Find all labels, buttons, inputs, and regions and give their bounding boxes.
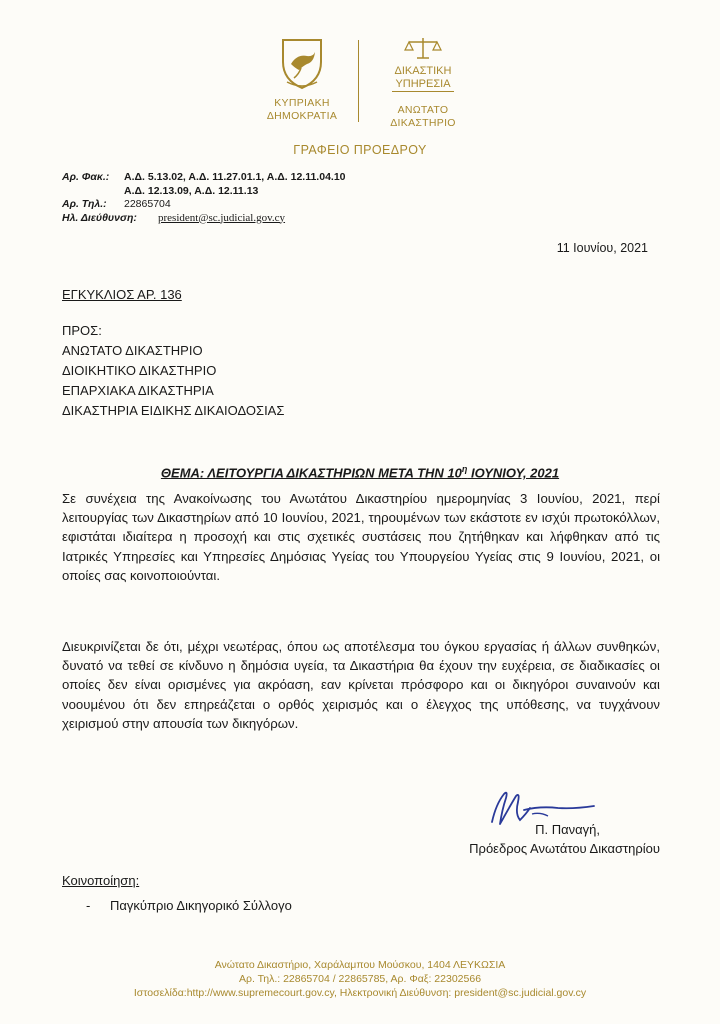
cc-dash: - xyxy=(86,898,91,913)
subject-sup: η xyxy=(461,464,468,474)
file-line2: Α.Δ. 12.13.09, Α.Δ. 12.11.13 xyxy=(124,184,259,197)
reference-block xyxy=(62,171,346,225)
recipients-heading: ΠΡΟΣ: xyxy=(62,323,102,338)
phone-value: 22865704 xyxy=(124,198,171,210)
body-paragraph-1: Σε συνέχεια της Ανακοίνωσης του Ανωτάτου Δικαστηρίου ημερομηνίας 3 Ιουνίου, 2021, περί λειτουργίας των Δικαστηρίων από 10 Ιουνίου, 2021, τηρουμένων των εκάστοτε εν ισχύι πρωτοκόλλων, εφιστάται ιδιαίτερα η προσοχή και στις σχετικές συστάσεις που ζητήθηκαν και λήφθηκαν από τις Ιατρικές Υπηρεσίες και Υπηρεσίες Δημόσιας Υγείας του Υπουργείου Υγείας στις 9 Ιουνίου, 2021, οι οποίες σας κοινοποιούνται. xyxy=(62,491,660,583)
recipient-item: ΑΝΩΤΑΤΟ ΔΙΚΑΣΤΗΡΙΟ xyxy=(62,343,203,358)
cc-label: Κοινοποίηση: xyxy=(62,873,140,888)
file-label: Αρ. Φακ.: xyxy=(62,171,110,183)
judicial-service-logo xyxy=(378,36,468,130)
footer-phone: Αρ. Τηλ.: 22865704 / 22865785, Αρ. Φαξ: 22302566 xyxy=(238,973,482,985)
phone-label: Αρ. Τηλ.: xyxy=(62,198,107,210)
cyprus-coat-of-arms xyxy=(262,36,342,123)
letter-date: 11 Ιουνίου, 2021 xyxy=(556,241,648,255)
recipient-item: ΕΠΑΡΧΙΑΚΑ ΔΙΚΑΣΤΗΡΙΑ xyxy=(62,383,214,398)
scales-of-justice-icon xyxy=(403,36,443,60)
file-line1: Α.Δ. 5.13.02, Α.Δ. 11.27.01.1, Α.Δ. 12.11.04.10 xyxy=(124,171,346,183)
email-label: Ηλ. Διεύθυνση: xyxy=(62,211,137,224)
body-paragraph-2: Διευκρινίζεται δε ότι, μέχρι νεωτέρας, όπου ως αποτέλεσμα του όγκου εργασίας ή άλλων συνθηκών, δυνατό να τεθεί σε κίνδυνο η δημόσια υγεία, τα Δικαστήρια θα έχουν την ευχέρεια, σε διαδικασίες οι οποίες δεν είναι ορισμένες για ακρόαση, εαν κρίνεται πρόσφορο και οι δικηγόροι συναινούν και νοουμένου ότι δεν επηρεάζεται ο ορθός χειρισμός και ο έλεγχος της υπόθεσης, να τυγχάνουν χειρισμού στην απουσία των δικηγόρων. xyxy=(62,639,660,731)
crest-right-line2: ΔΙΚΑΣΤΗΡΙΟ xyxy=(390,117,456,129)
recipient-item: ΔΙΚΑΣΤΗΡΙΑ ΕΙΔΙΚΗΣ ΔΙΚΑΙΟΔΟΣΙΑΣ xyxy=(62,403,285,418)
cc-item-text: Παγκύπριο Δικηγορικό Σύλλογο xyxy=(110,898,292,913)
crest-right-line1: ΑΝΩΤΑΤΟ xyxy=(397,104,449,116)
header-divider xyxy=(358,40,359,122)
crest-left-line1: ΚΥΠΡΙΑΚΗ xyxy=(274,97,330,109)
letter-footer xyxy=(0,958,720,1000)
footer-address: Ανώτατο Δικαστήριο, Χαράλαμπου Μούσκου, 1404 ΛΕΥΚΩΣΙΑ xyxy=(214,959,506,971)
email-link[interactable]: president@sc.judicial.gov.cy xyxy=(158,211,286,224)
file-row-2 xyxy=(62,185,346,199)
signatory-title: Πρόεδρος Ανωτάτου Δικαστηρίου xyxy=(469,841,660,856)
file-row xyxy=(62,171,346,185)
footer-web: Ιστοσελίδα:http://www.supremecourt.gov.cy, Ηλεκτρονική Διεύθυνση: president@sc.judicial.gov.cy xyxy=(133,987,587,999)
subject-prefix: ΘΕΜΑ: ΛΕΙΤΟΥΡΓΙΑ ΔΙΚΑΣΤΗΡΙΩΝ ΜΕΤΑ ΤΗΝ 10 xyxy=(160,465,462,481)
logo-line2: ΥΠΗΡΕΣΙΑ xyxy=(392,78,454,92)
dove-shield-icon xyxy=(277,36,327,92)
cc-item xyxy=(86,898,292,913)
email-row xyxy=(62,212,346,226)
phone-row xyxy=(62,198,346,212)
office-title: ΓΡΑΦΕΙΟ ΠΡΟΕΔΡΟΥ xyxy=(293,143,427,157)
recipients-block xyxy=(62,321,284,421)
recipient-item: ΔΙΟΙΚΗΤΙΚΟ ΔΙΚΑΣΤΗΡΙΟ xyxy=(62,363,217,378)
signatory-name: Π. Παναγή, xyxy=(535,822,600,837)
subject-line xyxy=(0,464,720,480)
subject-suffix: ΙΟΥΝΙΟΥ, 2021 xyxy=(467,465,560,481)
logo-line1: ΔΙΚΑΣΤΙΚΗ xyxy=(394,65,452,77)
crest-left-line2: ΔΗΜΟΚΡΑΤΙΑ xyxy=(266,110,338,122)
circular-number: ΕΓΚΥΚΛΙΟΣ ΑΡ. 136 xyxy=(62,287,182,302)
